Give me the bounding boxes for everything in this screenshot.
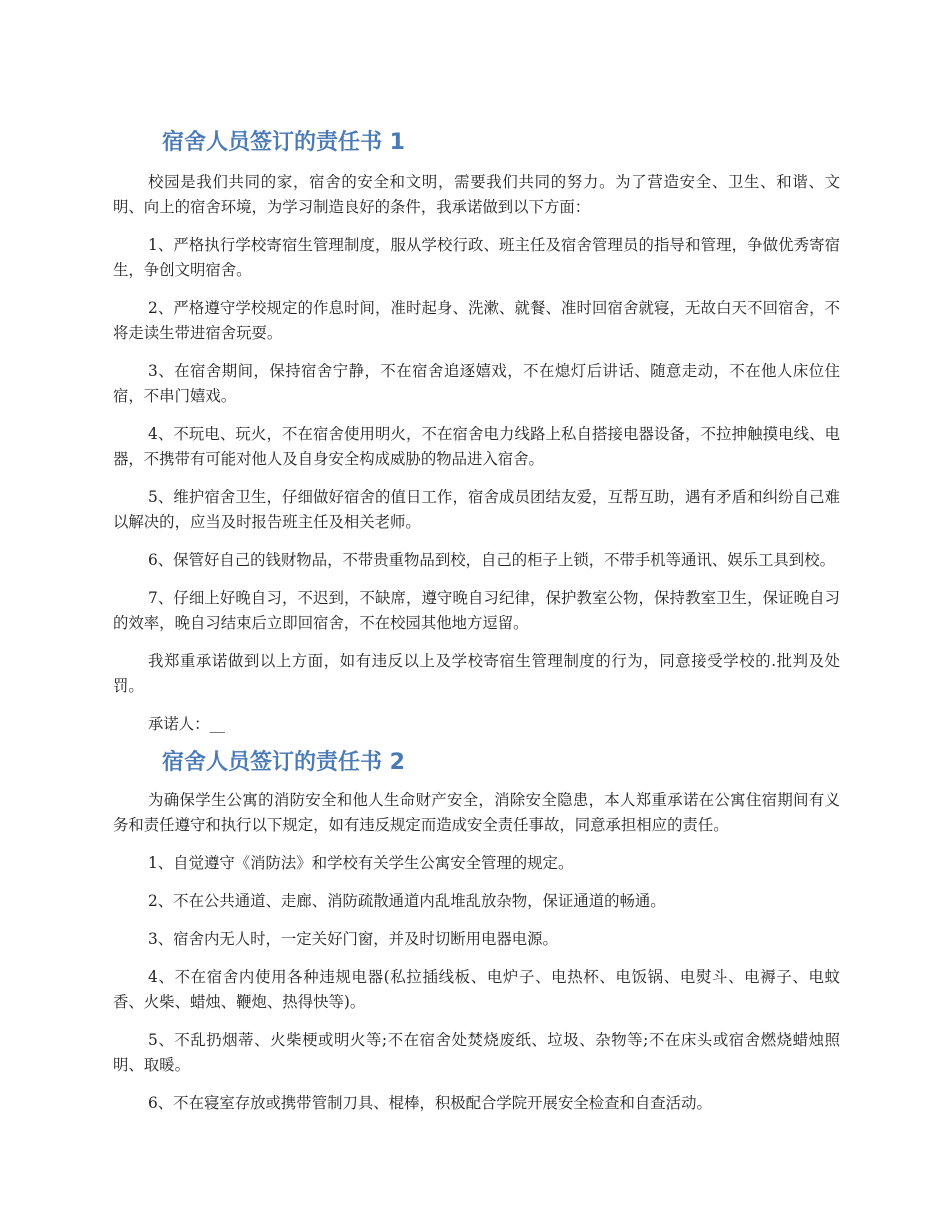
section2-item: 3、宿舍内无人时，一定关好门窗，并及时切断用电器电源。	[148, 930, 558, 948]
section2-item: 2、不在公共通道、走廊、消防疏散通道内乱堆乱放杂物，保证通道的畅通。	[148, 892, 666, 910]
section1-item: 3、在宿舍期间，保持宿舍宁静，不在宿舍追逐嬉戏，不在熄灯后讲话、随意走动，不在他人床位住宿，不串门嬉戏。	[113, 362, 840, 405]
section1-intro: 校园是我们共同的家，宿舍的安全和文明，需要我们共同的努力。为了营造安全、卫生、和谐、文明、向上的宿舍环境，为学习制造良好的条件，我承诺做到以下方面：	[113, 173, 840, 216]
document-page	[113, 128, 840, 1116]
section1-item: 4、不玩电、玩火，不在宿舍使用明火，不在宿舍电力线路上私自搭接电器设备，不拉抻触摸电线、电器，不携带有可能对他人及自身安全构成威胁的物品进入宿舍。	[113, 425, 840, 468]
section1-item: 1、严格执行学校寄宿生管理制度，服从学校行政、班主任及宿舍管理员的指导和管理，争做优秀寄宿生，争创文明宿舍。	[113, 236, 840, 279]
section1-item: 2、严格遵守学校规定的作息时间，准时起身、洗漱、就餐、准时回宿舍就寝，无故白天不回宿舍，不将走读生带进宿舍玩耍。	[113, 299, 840, 342]
section1-item: 5、维护宿舍卫生，仔细做好宿舍的值日工作，宿舍成员团结友爱，互帮互助，遇有矛盾和纠纷自己难以解决的，应当及时报告班主任及相关老师。	[113, 488, 840, 531]
section2-intro: 为确保学生公寓的消防安全和他人生命财产安全，消除安全隐患，本人郑重承诺在公寓住宿期间有义务和责任遵守和执行以下规定，如有违反规定而造成安全责任事故，同意承担相应的责任。	[113, 791, 840, 834]
section2-item: 4、不在宿舍内使用各种违规电器(私拉插线板、电炉子、电热杯、电饭锅、电熨斗、电褥子、电蚊香、火柴、蜡烛、鞭炮、热得快等)。	[113, 968, 840, 1011]
section1-title: 宿舍人员签订的责任书 1	[162, 130, 405, 155]
section1-item: 7、仔细上好晚自习，不迟到，不缺席，遵守晚自习纪律，保护教室公物，保持教室卫生，保证晚自习的效率，晚自习结束后立即回宿舍，不在校园其他地方逗留。	[113, 589, 840, 632]
section1-item: 6、保管好自己的钱财物品，不带贵重物品到校，自己的柜子上锁，不带手机等通讯、娱乐工具到校。	[148, 551, 835, 569]
signature-line: 承诺人：__	[148, 715, 225, 733]
section2-item: 5、不乱扔烟蒂、火柴梗或明火等;不在宿舍处焚烧废纸、垃圾、杂物等;不在床头或宿舍燃烧蜡烛照明、取暖。	[113, 1031, 840, 1074]
section1-closing: 我郑重承诺做到以上方面，如有违反以上及学校寄宿生管理制度的行为，同意接受学校的.批判及处罚。	[113, 652, 840, 695]
section2-title: 宿舍人员签订的责任书 2	[162, 750, 405, 775]
section2-item: 6、不在寝室存放或携带管制刀具、棍棒，积极配合学院开展安全检查和自查活动。	[148, 1094, 712, 1112]
section2-item: 1、自觉遵守《消防法》和学校有关学生公寓安全管理的规定。	[148, 854, 574, 872]
